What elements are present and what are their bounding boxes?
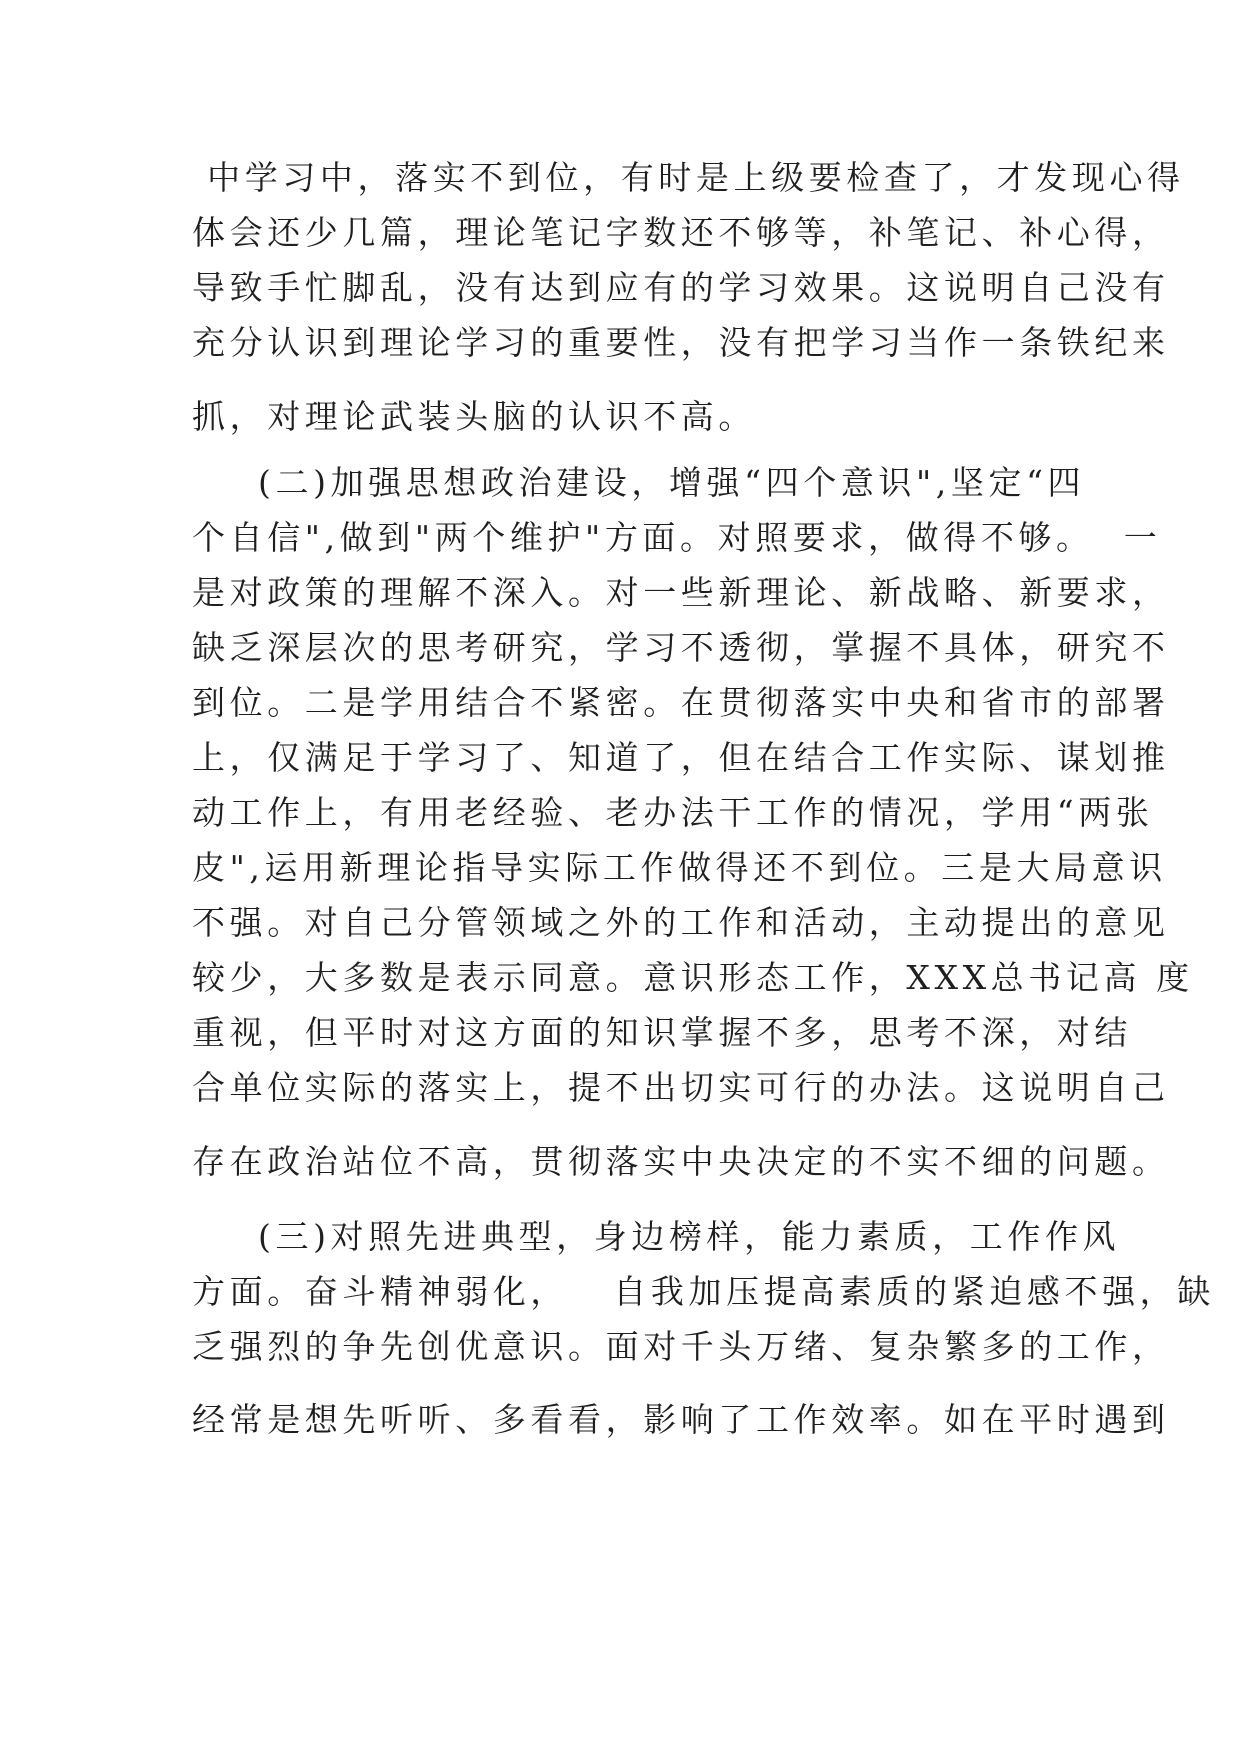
text-line: 体会还少几篇，理论笔记字数还不够等，补笔记、补心得， <box>192 213 1170 252</box>
text-line: 中学习中，落实不到位，有时是上级要检查了，才发现心得 <box>192 158 1185 197</box>
text-line: (二)加强思想政治建设，增强“四个意识",坚定“四 <box>258 463 1086 502</box>
text-line: 个自信",做到"两个维护"方面。对照要求，做得不够。 一 <box>192 518 1162 557</box>
text-line: 乏强烈的争先创优意识。面对千头万绪、复杂繁多的工作， <box>192 1327 1170 1366</box>
text-line: 合单位实际的落实上，提不出切实可行的办法。这说明自己 <box>192 1068 1170 1107</box>
text-line: (三)对照先进典型，身边榜样，能力素质，工作作风 <box>258 1217 1121 1256</box>
text-line: 充分认识到理论学习的重要性，没有把学习当作一条铁纪来 <box>192 323 1170 362</box>
text-line: 是对政策的理解不深入。对一些新理论、新战略、新要求， <box>192 573 1170 612</box>
text-line: 皮",运用新理论指导实际工作做得还不到位。三是大局意识 <box>192 848 1167 887</box>
text-line: 上，仅满足于学习了、知道了，但在结合工作实际、谋划推 <box>192 738 1170 777</box>
text-line: 存在政治站位不高，贯彻落实中央决定的不实不细的问题。 <box>192 1142 1170 1181</box>
text-line: 经常是想先听听、多看看，影响了工作效率。如在平时遇到 <box>192 1400 1170 1439</box>
text-line: 导致手忙脚乱，没有达到应有的学习效果。这说明自己没有 <box>192 268 1170 307</box>
text-line: 动工作上，有用老经验、老办法干工作的情况，学用“两张 <box>192 793 1154 832</box>
text-line: 方面。奋斗精神弱化， 自我加压提高素质的紧迫感不强，缺 <box>192 1272 1215 1311</box>
text-line: 较少，大多数是表示同意。意识形态工作，XXX总书记高 度 <box>192 958 1194 997</box>
text-line: 到位。二是学用结合不紧密。在贯彻落实中央和省市的部署 <box>192 683 1170 722</box>
text-line: 重视，但平时对这方面的知识掌握不多，思考不深，对结 <box>192 1013 1132 1052</box>
text-line: 不强。对自己分管领域之外的工作和活动，主动提出的意见 <box>192 903 1170 942</box>
text-line: 缺乏深层次的思考研究，学习不透彻，掌握不具体，研究不 <box>192 628 1170 667</box>
text-line: 抓，对理论武装头脑的认识不高。 <box>192 397 756 436</box>
